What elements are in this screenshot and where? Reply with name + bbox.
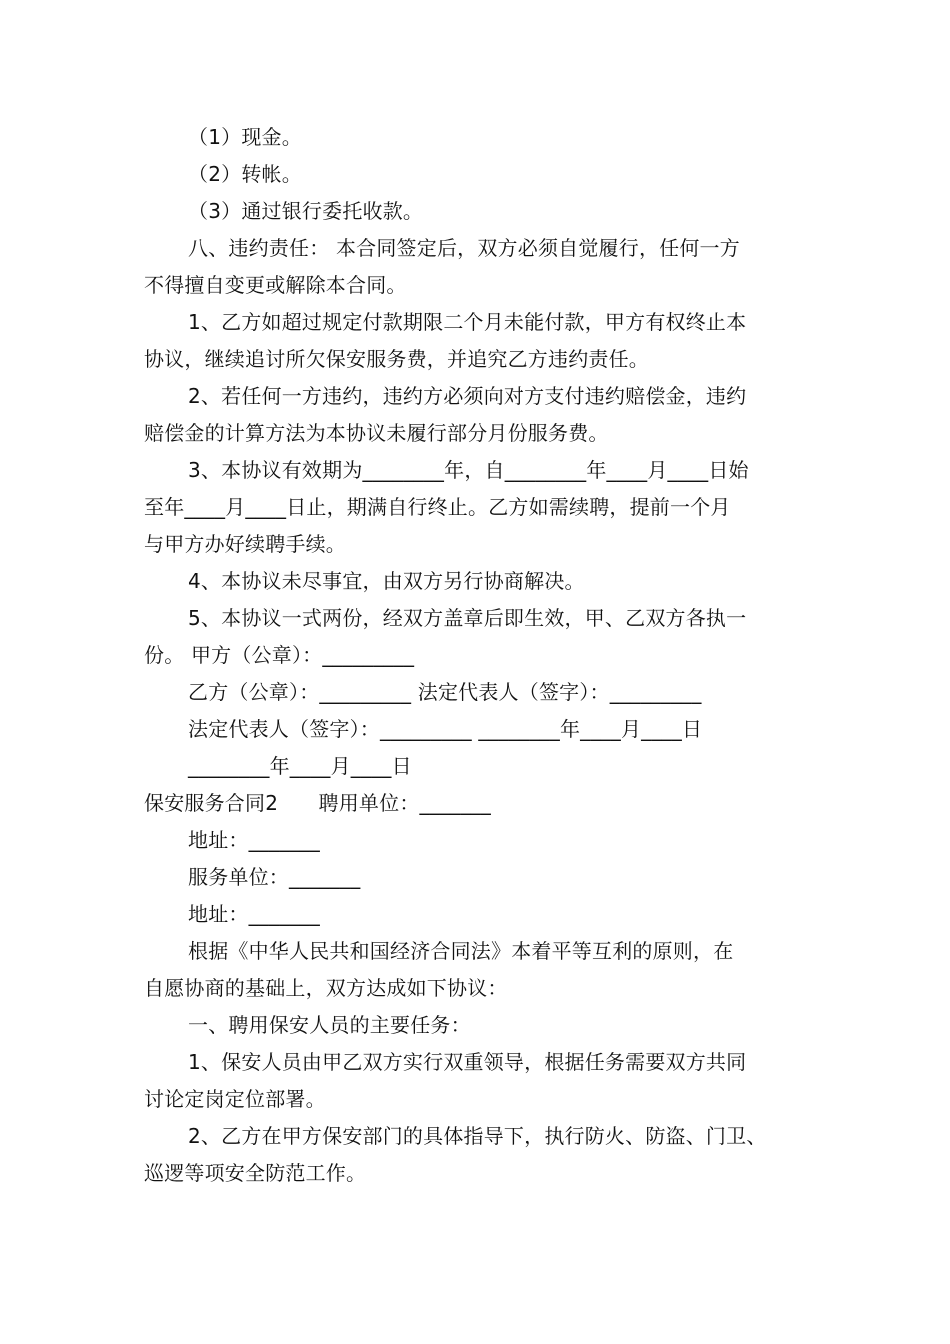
text-line: 八、违约责任： 本合同签定后，双方必须自觉履行，任何一方 xyxy=(188,236,740,260)
text-line: 1、乙方如超过规定付款期限二个月未能付款，甲方有权终止本 xyxy=(188,310,747,334)
text-line: 根据《中华人民共和国经济合同法》本着平等互利的原则，在 xyxy=(188,939,734,963)
text-line: 赔偿金的计算方法为本协议未履行部分月份服务费。 xyxy=(144,421,609,445)
text-line: 至年____月____日止，期满自行终止。乙方如需续聘，提前一个月 xyxy=(144,495,731,519)
text-line: 地址：_______ xyxy=(188,902,320,926)
text-line: 不得擅自变更或解除本合同。 xyxy=(144,273,407,297)
text-line: （3）通过银行委托收款。 xyxy=(188,199,424,223)
text-line: 法定代表人（签字）：_________ ________年____月____日 xyxy=(188,717,703,741)
text-line: 自愿协商的基础上，双方达成如下协议： xyxy=(144,976,508,1000)
text-line: 5、本协议一式两份，经双方盖章后即生效，甲、乙双方各执一 xyxy=(188,606,747,630)
text-line: 乙方（公章）：_________ 法定代表人（签字）：_________ xyxy=(188,680,702,704)
text-line: 巡逻等项安全防范工作。 xyxy=(144,1161,367,1185)
text-line: 协议，继续追讨所欠保安服务费，并追究乙方违约责任。 xyxy=(144,347,649,371)
text-line: 地址：_______ xyxy=(188,828,320,852)
text-line: 2、乙方在甲方保安部门的具体指导下，执行防火、防盗、门卫、 xyxy=(188,1124,767,1148)
text-line: 讨论定岗定位部署。 xyxy=(144,1087,326,1111)
text-line: 与甲方办好续聘手续。 xyxy=(144,532,346,556)
text-line: 份。 甲方（公章）：_________ xyxy=(144,643,415,667)
text-line: （1）现金。 xyxy=(188,125,302,149)
section-title: 保安服务合同2 聘用单位：_______ xyxy=(144,791,491,815)
text-line: 服务单位：_______ xyxy=(188,865,361,889)
text-line: （2）转帐。 xyxy=(188,162,302,186)
text-line: ________年____月____日 xyxy=(188,754,412,778)
text-line: 一、聘用保安人员的主要任务： xyxy=(188,1013,471,1037)
text-line: 3、本协议有效期为________年，自________年____月____日始 xyxy=(188,458,749,482)
text-line: 1、保安人员由甲乙双方实行双重领导，根据任务需要双方共同 xyxy=(188,1050,747,1074)
text-line: 4、本协议未尽事宜，由双方另行协商解决。 xyxy=(188,569,585,593)
text-line: 2、若任何一方违约，违约方必须向对方支付违约赔偿金，违约 xyxy=(188,384,747,408)
